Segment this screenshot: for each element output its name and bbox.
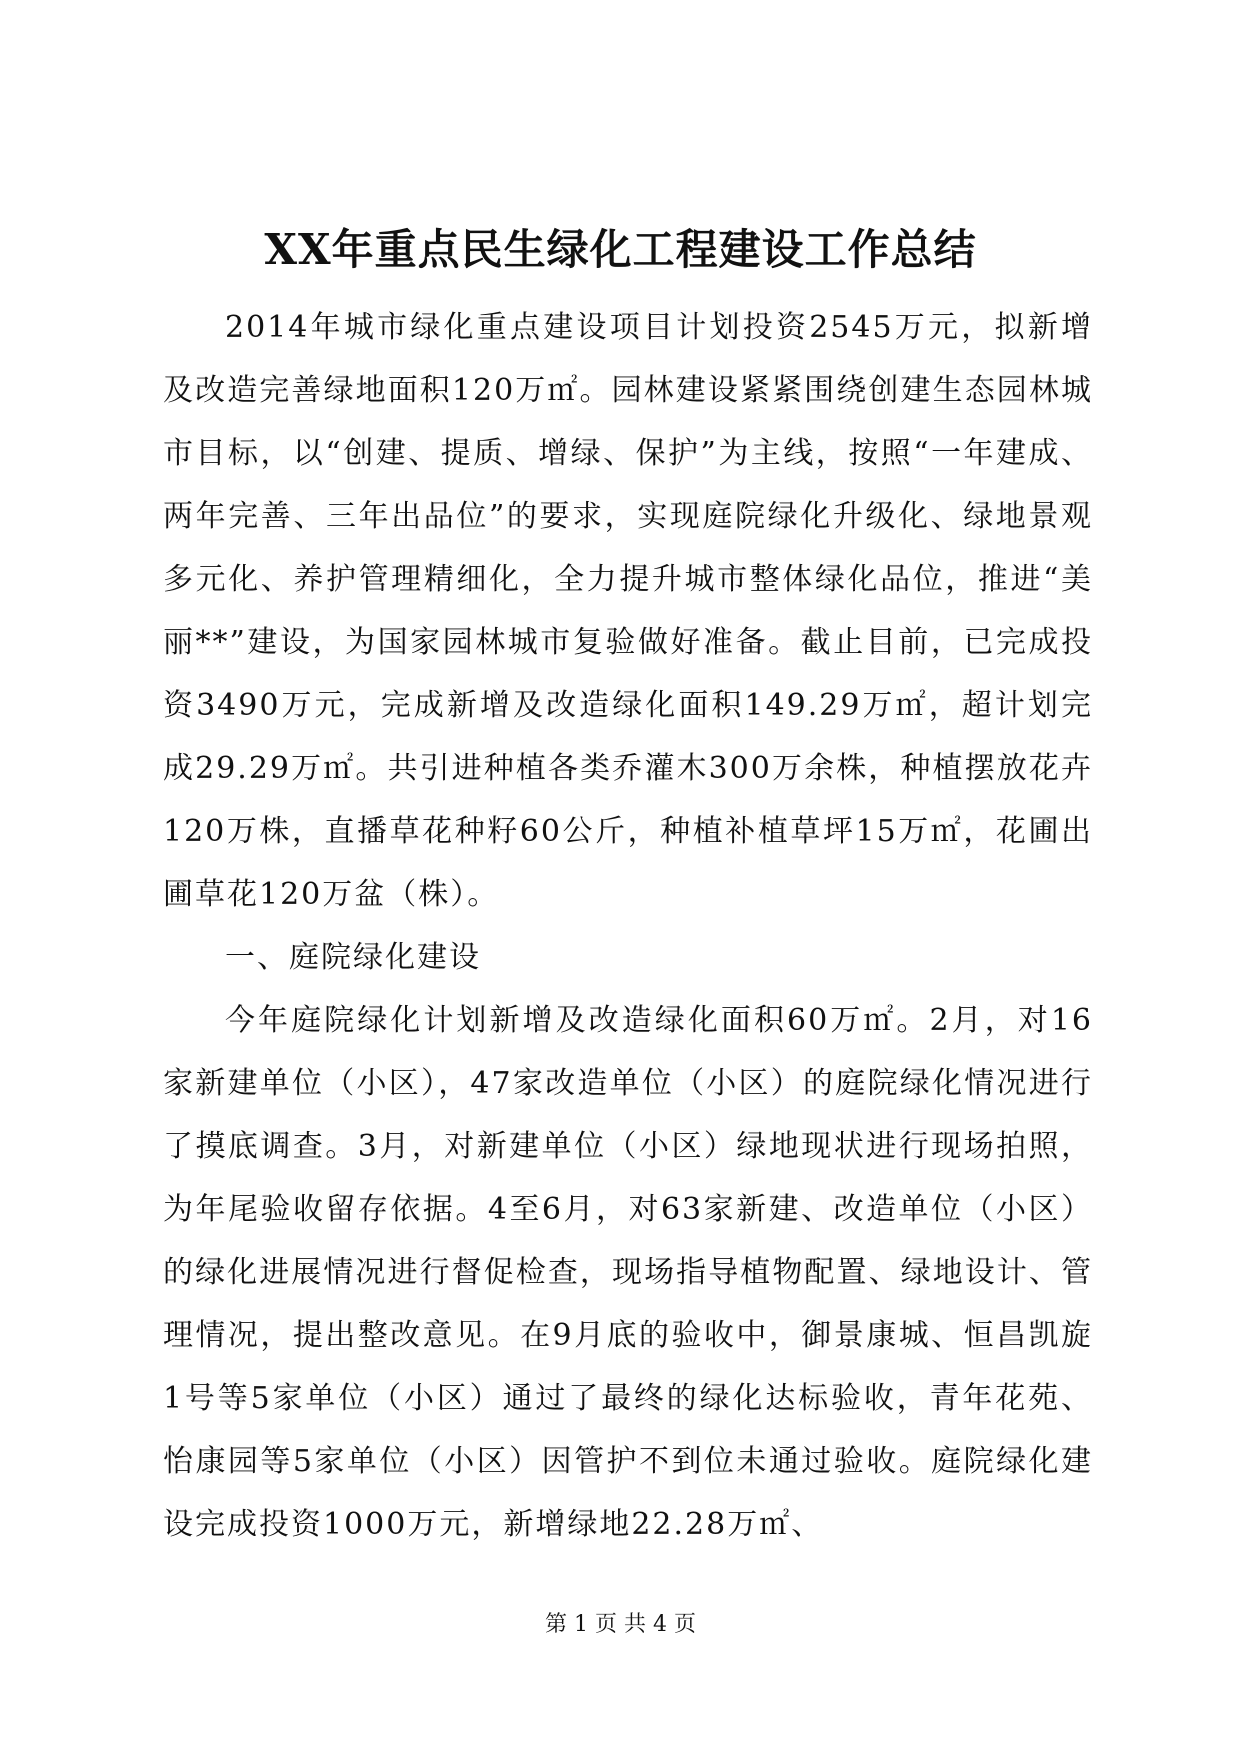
document-body — [163, 296, 1093, 1556]
section-heading: 一、庭院绿化建设 — [225, 940, 481, 975]
paragraph-intro: 2014年城市绿化重点建设项目计划投资2545万元，拟新增及改造完善绿地面积120万㎡。园林建设紧紧围绕创建生态园林城市目标，以“创建、提质、增绿、保护”为主线，按照“一年建成、两年完善、三年出品位”的要求，实现庭院绿化升级化、绿地景观多元化、养护管理精细化，全力提升城市整体绿化品位，推进“美丽**”建设，为国家园林城市复验做好准备。截止目前，已完成投资3490万元，完成新增及改造绿化面积149.29万㎡，超计划完成29.29万㎡。共引进种植各类乔灌木300万余株，种植摆放花卉120万株，直播草花种籽60公斤，种植补植草坪15万㎡，花圃出圃草花120万盆（株）。 — [163, 310, 1093, 912]
page-footer: 第 1 页 共 4 页 — [545, 1612, 696, 1637]
document-title: XX年重点民生绿化工程建设工作总结 — [264, 225, 977, 274]
paragraph-courtyard-greening: 今年庭院绿化计划新增及改造绿化面积60万㎡。2月，对16家新建单位（小区），47家改造单位（小区）的庭院绿化情况进行了摸底调查。3月，对新建单位（小区）绿地现状进行现场拍照，为年尾验收留存依据。4至6月，对63家新建、改造单位（小区）的绿化进展情况进行督促检查，现场指导植物配置、绿地设计、管理情况，提出整改意见。在9月底的验收中，御景康城、恒昌凯旋1号等5家单位（小区）通过了最终的绿化达标验收，青年花苑、怡康园等5家单位（小区）因管护不到位未通过验收。庭院绿化建设完成投资1000万元，新增绿地22.28万㎡、 — [163, 1003, 1093, 1542]
